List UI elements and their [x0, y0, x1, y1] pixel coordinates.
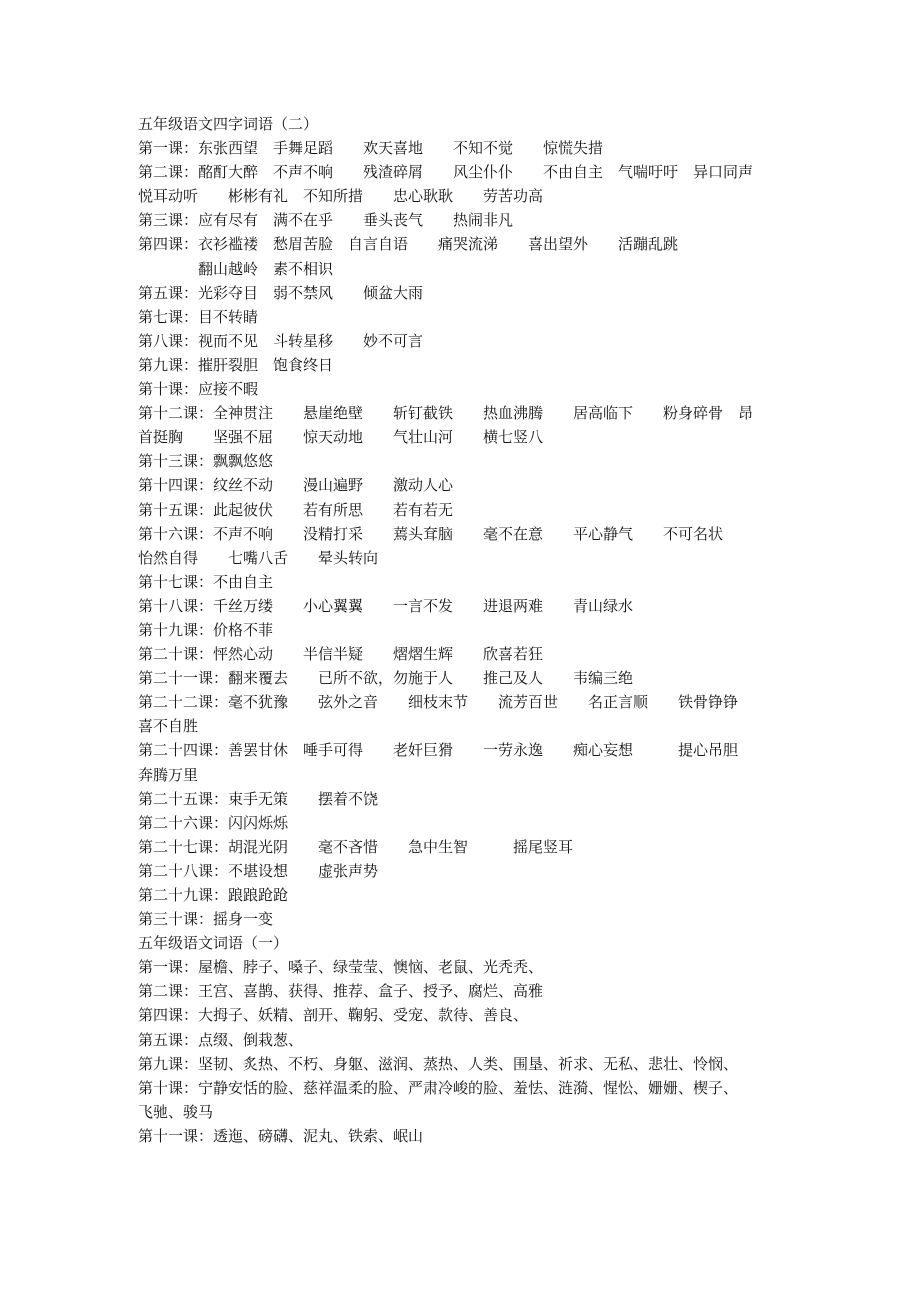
lesson-line: 第一课：屋檐、脖子、嗓子、绿莹莹、懊恼、老鼠、光秃秃、 — [138, 958, 544, 977]
lesson-line: 首挺胸 坚强不屈 惊天动地 气壮山河 横七竖八 — [138, 428, 544, 447]
lesson-line: 翻山越岭 素不相识 — [138, 259, 334, 278]
lesson-line: 第四课：大拇子、妖精、剖开、鞠躬、受宠、款待、善良、 — [138, 1006, 529, 1025]
lesson-line: 第十课：应接不暇 — [138, 380, 259, 399]
lesson-line: 第五课：点缀、倒栽葱、 — [138, 1030, 304, 1049]
lesson-line: 第十三课：飘飘悠悠 — [138, 452, 274, 471]
section-body — [138, 955, 798, 1148]
lesson-line: 第二课：酩酊大醉 不声不响 残渣碎屑 风尘仆仆 不由自主 气喘吁吁 异口同声 — [138, 163, 754, 182]
lesson-line: 第八课：视而不见 斗转星移 妙不可言 — [138, 331, 424, 350]
lesson-line: 第二十一课：翻来覆去 已所不欲，勿施于人 推己及人 韦编三绝 — [138, 669, 634, 688]
lesson-line: 第二十四课：善罢甘休 唾手可得 老奸巨猾 一劳永逸 痴心妄想 提心吊胆 — [138, 741, 739, 760]
section-title: 五年级语文四字词语（二） — [138, 115, 319, 133]
lesson-line: 第十七课：不由自主 — [138, 572, 274, 591]
lesson-line: 怡然自得 七嘴八舌 晕头转向 — [138, 548, 379, 567]
document-page — [138, 112, 798, 1148]
lesson-line: 第九课：坚韧、炙热、不朽、身躯、滋润、蒸热、人类、围垦、祈求、无私、悲壮、怜悯、 — [138, 1054, 739, 1073]
lesson-line: 第三十课：摇身一变 — [138, 910, 274, 929]
lesson-line: 第二十七课：胡混光阴 毫不吝惜 急中生智 摇尾竖耳 — [138, 837, 574, 856]
lesson-line: 第四课：衣衫褴褛 愁眉苦脸 自言自语 痛哭流涕 喜出望外 活蹦乱跳 — [138, 235, 679, 254]
lesson-line: 第二课：王宫、喜鹊、获得、推荐、盒子、授予、腐烂、高雅 — [138, 982, 544, 1001]
lesson-line: 第二十五课：束手无策 摆着不饶 — [138, 789, 379, 808]
section-title: 五年级语文词语（一） — [138, 934, 289, 953]
lesson-line: 第十一课：透迤、磅礴、泥丸、铁索、岷山 — [138, 1126, 424, 1145]
lesson-line: 第十二课：全神贯注 悬崖绝壁 斩钉截铁 热血沸腾 居高临下 粉身碎骨 昂 — [138, 404, 754, 423]
lesson-line: 第二十二课：毫不犹豫 弦外之音 细枝末节 流芳百世 名正言顺 铁骨铮铮 — [138, 693, 739, 712]
lesson-line: 第九课：摧肝裂胆 饱食终日 — [138, 355, 334, 374]
lesson-line: 第二十八课：不堪设想 虚张声势 — [138, 861, 379, 880]
lesson-line: 第十六课：不声不响 没精打采 蔫头耷脑 毫不在意 平心静气 不可名状 — [138, 524, 724, 543]
lesson-line: 第十五课：此起彼伏 若有所思 若有若无 — [138, 500, 454, 519]
lesson-line: 悦耳动听 彬彬有礼 不知所措 忠心耿耿 劳苦功高 — [138, 187, 544, 206]
lesson-line: 第一课：东张西望 手舞足蹈 欢天喜地 不知不觉 惊慌失措 — [138, 139, 604, 158]
lesson-line: 第十九课：价格不菲 — [138, 620, 274, 639]
lesson-line: 第二十六课：闪闪烁烁 — [138, 813, 289, 832]
lesson-line: 第十课：宁静安恬的脸、慈祥温柔的脸、严肃冷峻的脸、羞怯、涟漪、惺忪、姗姗、楔子、 — [138, 1078, 739, 1097]
lesson-line: 第七课：目不转睛 — [138, 307, 259, 326]
lesson-line: 第十四课：纹丝不动 漫山遍野 激动人心 — [138, 476, 454, 495]
lesson-line: 第十八课：千丝万缕 小心翼翼 一言不发 进退两难 青山绿水 — [138, 596, 634, 615]
section-body — [138, 136, 798, 931]
lesson-line: 第三课：应有尽有 满不在乎 垂头丧气 热闹非凡 — [138, 211, 514, 230]
lesson-line: 第五课：光彩夺目 弱不禁风 倾盆大雨 — [138, 283, 424, 302]
lesson-line: 奔腾万里 — [138, 765, 199, 784]
lesson-line: 飞驰、骏马 — [138, 1102, 214, 1121]
lesson-line: 第二十课：怦然心动 半信半疑 熠熠生辉 欣喜若狂 — [138, 645, 544, 664]
lesson-line: 第二十九课：踉踉跄跄 — [138, 886, 289, 904]
lesson-line: 喜不自胜 — [138, 717, 199, 736]
